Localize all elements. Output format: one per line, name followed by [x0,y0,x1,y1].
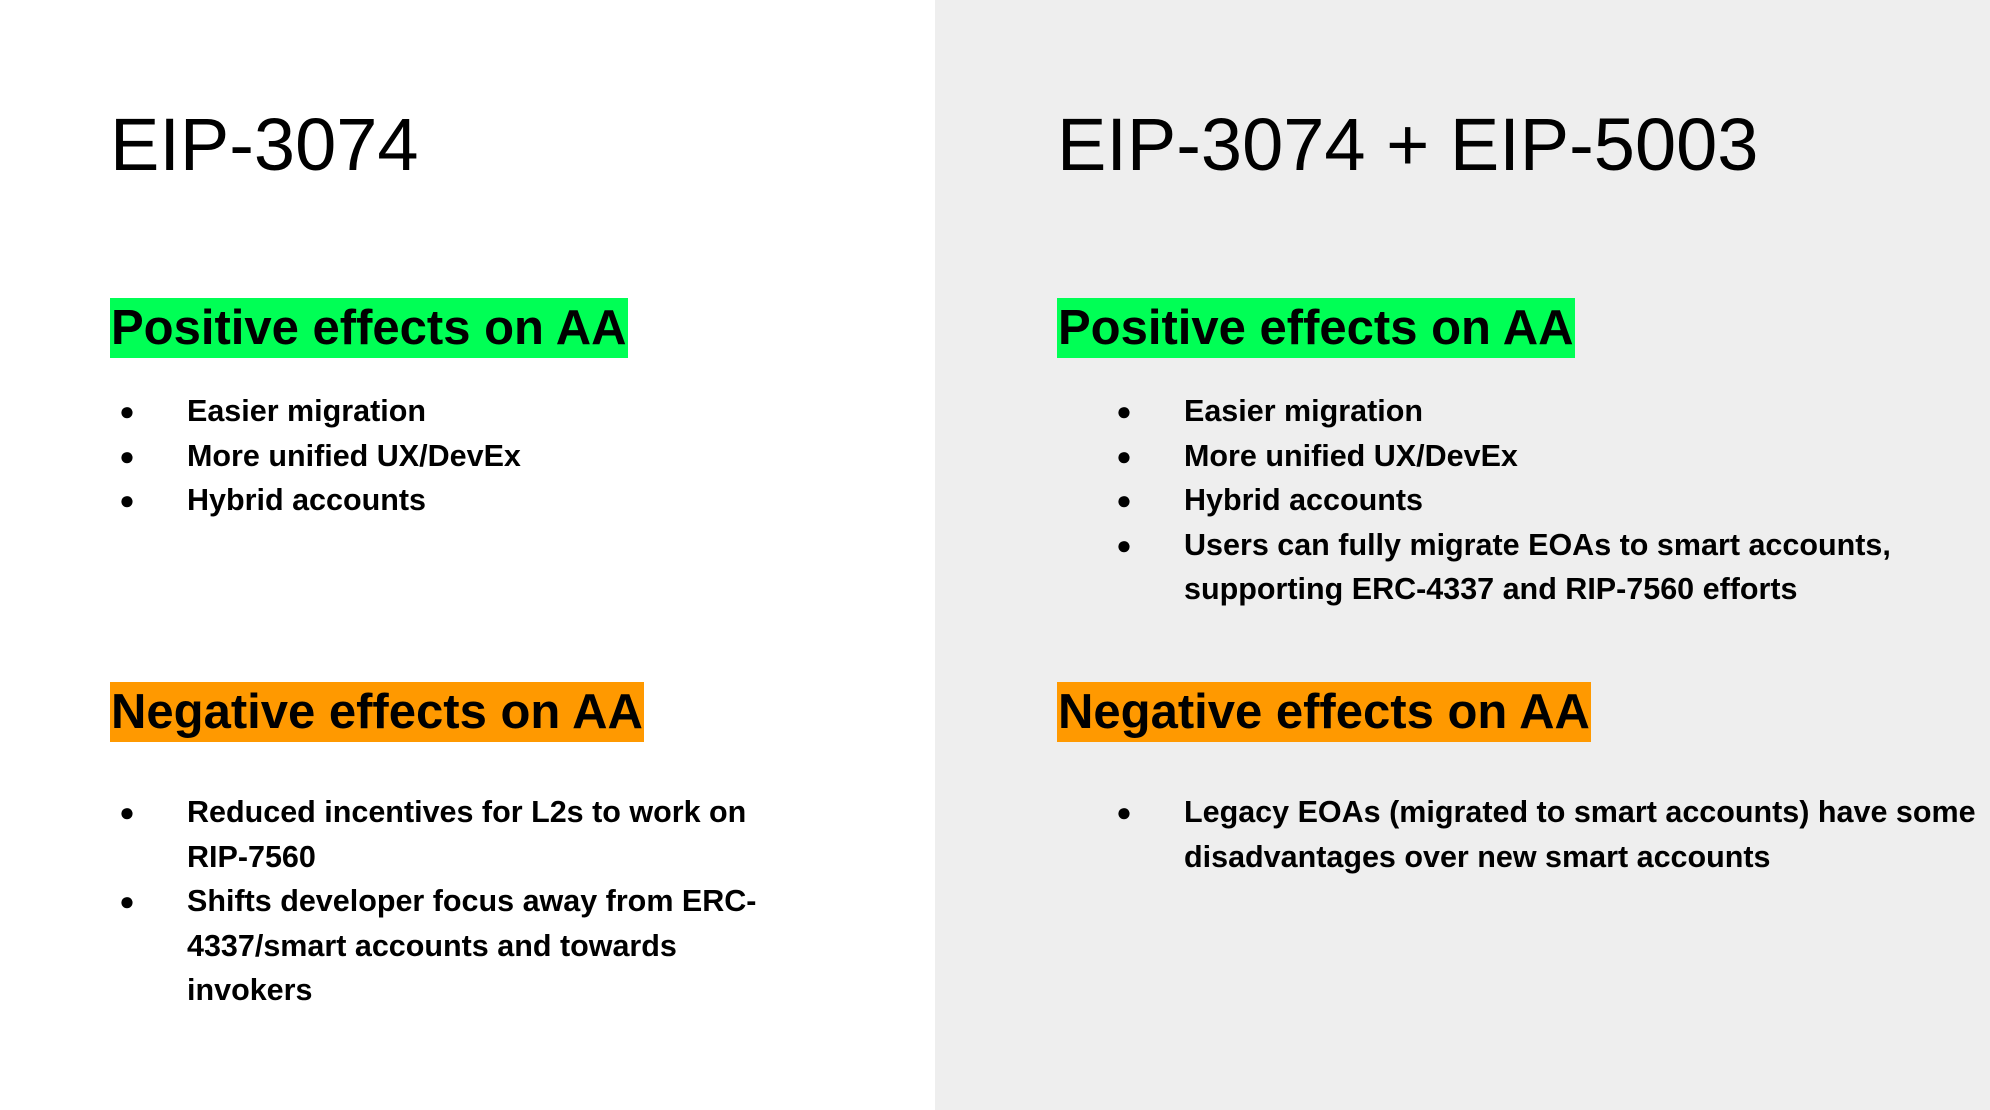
bullet-item [112,389,802,434]
bullet-item [112,434,802,479]
bullet-dot-icon: ● [119,485,135,515]
bullet-dot-icon: ● [1116,440,1132,471]
bullet-dot-icon: ● [1116,529,1132,560]
right-negative-heading: Negative effects on AA [1057,682,1591,742]
bullet-item [1109,434,1979,479]
bullet-text: Reduced incentives for L2s to work on RIP-7560 [187,795,747,874]
bullet-dot-icon: ● [119,886,135,916]
bullet-dot-icon: ● [119,797,135,827]
bullet-dot-icon: ● [119,440,135,471]
bullet-text: More unified UX/DevEx [187,438,521,473]
bullet-text: Easier migration [1184,394,1423,428]
left-positive-list [112,389,802,523]
bullet-text: Hybrid accounts [1184,483,1423,517]
right-positive-list [1109,389,1979,612]
bullet-text: Users can fully migrate EOAs to smart accounts, supporting ERC-4337 and RIP-7560 efforts [1184,527,1891,606]
right-negative-list [1109,790,1979,879]
bullet-dot-icon: ● [1116,396,1132,426]
bullet-item [112,478,802,523]
right-title: EIP-3074 + EIP-5003 [1057,103,1759,186]
left-title: EIP-3074 [110,103,419,186]
bullet-text: Hybrid accounts [187,483,426,517]
bullet-text: Easier migration [187,394,426,428]
bullet-dot-icon: ● [119,396,135,426]
bullet-dot-icon: ● [1116,485,1132,515]
right-positive-heading: Positive effects on AA [1057,298,1575,358]
bullet-text: Legacy EOAs (migrated to smart accounts) have some disadvantages over new smart accounts [1184,795,1976,874]
bullet-item [112,879,802,1013]
left-negative-heading: Negative effects on AA [110,682,644,742]
bullet-item [112,790,802,879]
bullet-text: Shifts developer focus away from ERC-4337/smart accounts and towards invokers [187,884,757,1007]
bullet-text: More unified UX/DevEx [1184,438,1518,473]
left-negative-list [112,790,802,1013]
bullet-dot-icon: ● [1116,797,1132,827]
bullet-item [1109,523,1979,612]
left-positive-heading: Positive effects on AA [110,298,628,358]
bullet-item [1109,790,1979,879]
bullet-item [1109,389,1979,434]
bullet-item [1109,478,1979,523]
